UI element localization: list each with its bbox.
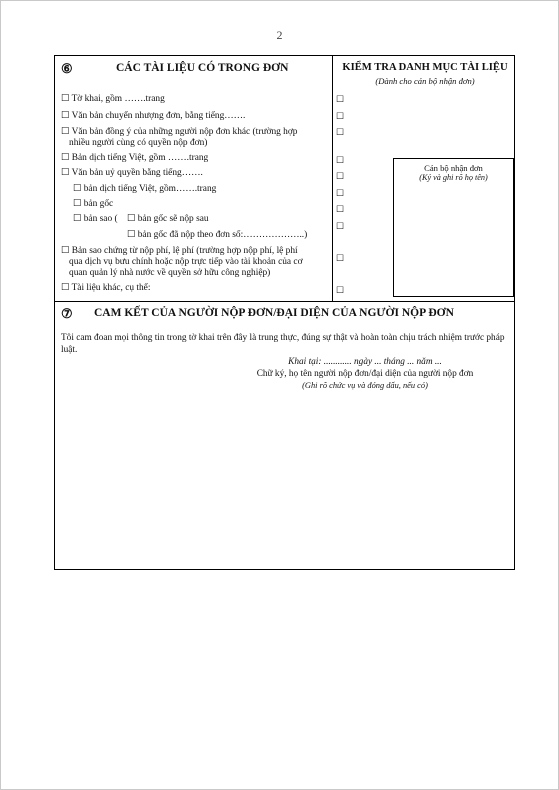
check-box[interactable]: ☐: [336, 171, 345, 181]
doc-item-other[interactable]: ☐ Tài liệu khác, cụ thể:: [61, 283, 151, 293]
officer-title: Cán bộ nhận đơn: [424, 163, 483, 173]
section7-title: CAM KẾT CỦA NGƯỜI NỘP ĐƠN/ĐẠI DIỆN CỦA NGƯỜI NỘP ĐƠN: [94, 307, 454, 319]
check-box[interactable]: ☐: [336, 221, 345, 231]
doc-item-transfer[interactable]: ☐ Văn bản chuyển nhượng đơn, bằng tiếng…….: [61, 111, 246, 121]
commitment-text: Tôi cam đoan mọi thông tin trong tờ khai trên đây là trung thực, đúng sự thật và hoàn toàn chịu trách nhiệm trước pháp luật.: [61, 333, 505, 355]
form-box: [54, 55, 515, 570]
check-box[interactable]: ☐: [336, 127, 345, 137]
section-divider: [55, 301, 514, 302]
doc-item-poa[interactable]: ☐ Văn bản uỷ quyền bằng tiếng…….: [61, 168, 203, 178]
doc-item-poa-original[interactable]: ☐ bản gốc: [73, 199, 114, 209]
check-box[interactable]: ☐: [336, 285, 345, 295]
check-box[interactable]: ☐: [336, 204, 345, 214]
section7-number-icon: ⑦: [61, 306, 73, 321]
doc-item-poa-later[interactable]: ☐ bản gốc sẽ nộp sau: [127, 214, 209, 224]
check-subtitle: (Dành cho cán bộ nhận đơn): [375, 76, 475, 86]
doc-item-declaration[interactable]: ☐ Tờ khai, gồm …….trang: [61, 94, 165, 104]
check-box[interactable]: ☐: [336, 94, 345, 104]
section6-title: CÁC TÀI LIỆU CÓ TRONG ĐƠN: [116, 62, 289, 74]
doc-item-consent-cont: nhiều người cùng có quyền nộp đơn): [69, 138, 208, 148]
check-box[interactable]: ☐: [336, 111, 345, 121]
officer-subtitle: (Ký và ghi rõ họ tên): [419, 173, 488, 182]
doc-item-poa-copy[interactable]: ☐ bản sao (: [73, 214, 118, 224]
check-title: KIỂM TRA DANH MỤC TÀI LIỆU: [342, 62, 508, 73]
check-box[interactable]: ☐: [336, 188, 345, 198]
doc-item-consent[interactable]: ☐ Văn bản đồng ý của những người nộp đơn khác (trường hợp: [61, 127, 298, 137]
signature-note: (Ghi rõ chức vụ và đóng dấu, nếu có): [302, 381, 428, 390]
declared-at: Khai tại: ............ ngày ... tháng ... năm ...: [288, 357, 442, 367]
check-box[interactable]: ☐: [336, 155, 345, 165]
doc-item-poa-filed[interactable]: ☐ bản gốc đã nộp theo đơn số:………………..): [127, 230, 308, 240]
officer-box[interactable]: [393, 158, 514, 297]
signature-label: Chữ ký, họ tên người nộp đơn/đại diện của người nộp đơn: [256, 369, 474, 379]
doc-item-fee-receipt-cont2: quan quản lý nhà nước về quyền sở hữu công nghiệp): [69, 268, 271, 278]
doc-item-fee-receipt[interactable]: ☐ Bản sao chứng từ nộp phí, lệ phí (trường hợp nộp phí, lệ phí: [61, 246, 298, 256]
doc-item-poa-translation[interactable]: ☐ bản dịch tiếng Việt, gồm…….trang: [73, 184, 217, 194]
doc-item-fee-receipt-cont1: qua dịch vụ bưu chính hoặc nộp trực tiếp vào tài khoản của cơ: [69, 257, 303, 267]
page-number: 2: [276, 28, 283, 42]
check-box[interactable]: ☐: [336, 253, 345, 263]
section6-number-icon: ⑥: [61, 61, 73, 76]
column-divider: [332, 56, 333, 301]
check-header: [336, 62, 514, 86]
doc-item-translation[interactable]: ☐ Bản dịch tiếng Việt, gồm …….trang: [61, 153, 209, 163]
